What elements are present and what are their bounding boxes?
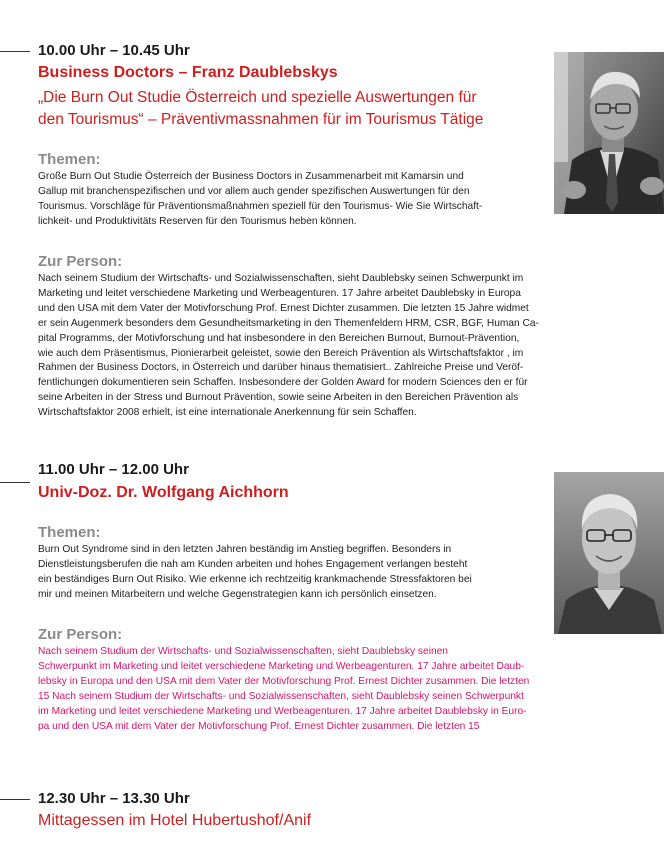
person-line: Schwerpunkt im Marketing und leitet verschiedene Marketing und Werbeagenturen. 17 Jahre arbeitet Daub- bbox=[38, 660, 525, 672]
person-line: Marketing und leitet verschiedene Marketing und Werbeagenturen. 17 Jahre arbeitet Daublebsky in Europa bbox=[38, 287, 521, 299]
session-1-time: 10.00 Uhr – 10.45 Uhr bbox=[38, 42, 190, 59]
session-3-title: Mittagessen im Hotel Hubertushof/Anif bbox=[38, 812, 312, 829]
session-3-time: 12.30 Uhr – 13.30 Uhr bbox=[38, 790, 190, 807]
time-marker-line bbox=[0, 482, 30, 483]
session-1-speaker: Business Doctors – Franz Daublebskys bbox=[38, 64, 338, 81]
session-1-themen-heading: Themen: bbox=[38, 151, 101, 168]
time-marker-line bbox=[0, 799, 30, 800]
person-line: Rahmen der Business Doctors, in Österreich und darüber hinaus thematisiert.. Zahlreiche Preise und Veröf- bbox=[38, 362, 524, 374]
session-1-person-text bbox=[38, 272, 539, 421]
themen-line: Tourismus. Vorschläge für Präventionsmaßnahmen speziell für den Tourismus- Wie Sie Wirtschaft- bbox=[38, 200, 483, 212]
person-line: seine Arbeiten in der Stress und Burnout Prävention, sowie seine Arbeiten in den Bereichen Prävention als bbox=[38, 392, 519, 404]
session-2-time: 11.00 Uhr – 12.00 Uhr bbox=[38, 461, 189, 478]
person-line: im Marketing und leitet verschiedene Marketing und Werbeagenturen. 17 Jahre arbeitet Daublebsky in Euro- bbox=[38, 705, 527, 717]
speaker-2-photo bbox=[554, 472, 664, 634]
session-2-themen-text bbox=[38, 543, 472, 603]
session-2-speaker: Univ-Doz. Dr. Wolfgang Aichhorn bbox=[38, 484, 289, 501]
person-line: 15 Nach seinem Studium der Wirtschafts- und Sozialwissenschaften, sieht Daublebsky seinen Schwerpunkt bbox=[38, 690, 524, 702]
person-line: er sein Augenmerk besonders dem Gesundheitsmarketing in den Themenfeldern HRM, CSR, BGF, Human Ca- bbox=[38, 317, 539, 329]
time-marker-line bbox=[0, 51, 30, 52]
themen-line: ein beständiges Burn Out Risiko. Wie erkenne ich rechtzeitig krankmachende Stressfaktoren bei bbox=[38, 573, 472, 585]
session-1-talk-title bbox=[38, 87, 543, 131]
themen-line: Dienstleistungsberufen die nah am Kunden arbeiten und hohes Engagement verlangen besteht bbox=[38, 558, 468, 570]
themen-line: lichkeit- und Produktivitäts Reserven für den Tourismus heben können. bbox=[38, 215, 357, 227]
session-2-person-heading: Zur Person: bbox=[38, 626, 123, 643]
session-2-themen-heading: Themen: bbox=[38, 524, 101, 541]
speaker-1-photo bbox=[554, 52, 664, 214]
person-line: lebsky in Europa und den USA mit dem Vater der Motivforschung Prof. Ernest Dichter zusammen. Die letzten bbox=[38, 675, 530, 687]
themen-line: Gallup mit branchenspezifischen und vor allem auch gender spezifischen Auswertungen für den bbox=[38, 185, 470, 197]
talk-title-line: „Die Burn Out Studie Österreich und spezielle Auswertungen für bbox=[38, 89, 477, 106]
session-1-themen-text bbox=[38, 170, 482, 230]
person-line: Nach seinem Studium der Wirtschafts- und Sozialwissenschaften, sieht Daublebsky seinen bbox=[38, 646, 448, 657]
themen-line: Große Burn Out Studie Österreich der Business Doctors in Zusammenarbeit mit Kamarsin und bbox=[38, 171, 464, 182]
person-line: wie auch dem Präsentismus, Pionierarbeit geleistet, sowie den Bereich Prävention als Wirtschaftsfaktor , im bbox=[38, 347, 524, 359]
person-line: Wirtschaftsfaktor 2008 erhielt, ist eine internationale Anerkennung für sein Schaffen. bbox=[38, 407, 417, 419]
themen-line: Burn Out Syndrome sind in den letzten Jahren beständig im Anstieg begriffen. Besonders in bbox=[38, 544, 452, 555]
talk-title-line: den Tourismus“ – Präventivmassnahmen für im Tourismus Tätige bbox=[38, 111, 484, 128]
session-2-person-text bbox=[38, 645, 529, 734]
person-line: fentlichungen dokumentieren sein Schaffen. Insbesondere der Golden Award for modern Sciences den er für bbox=[38, 377, 528, 389]
person-line: pa und den USA mit dem Vater der Motivforschung Prof. Ernest Dichter zusammen. Die letzten 15 bbox=[38, 720, 480, 732]
session-1-person-heading: Zur Person: bbox=[38, 253, 123, 270]
themen-line: mir und meinen Mitarbeitern und welche Gegenstrategien kann ich persönlich einsetzen. bbox=[38, 588, 437, 600]
person-line: Nach seinem Studium der Wirtschafts- und Sozialwissenschaften, sieht Daublebsky seinen Schwerpunkt im bbox=[38, 273, 524, 284]
person-line: pital Programms, der Motivforschung und hat insbesondere in den Bereichen Burnout, Burnout-Prävention, bbox=[38, 332, 520, 344]
person-line: und den USA mit dem Vater der Motivforschung Prof. Ernest Dichter zusammen. Die letzten 15 Jahre widmet bbox=[38, 302, 529, 314]
